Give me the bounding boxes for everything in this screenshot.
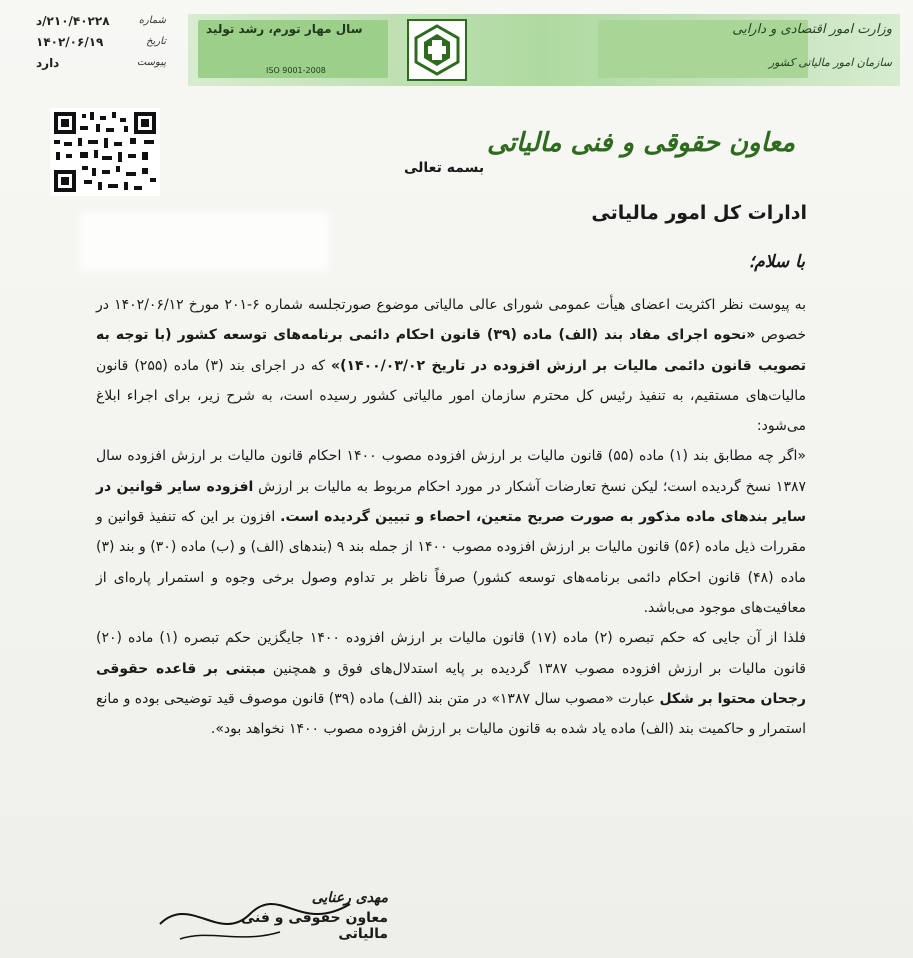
signer-block xyxy=(188,890,388,942)
paragraph-3 xyxy=(96,623,806,744)
p1-subject: «نحوه اجرای مفاد بند (الف) ماده (۳۹) قانون احکام دائمی برنامه‌های توسعه کشور (با توجه به تصویب قانون دائمی مالیات بر ارزش افزوده در تاریخ ۱۴۰۰/۰۳/۰۲)» xyxy=(96,327,807,374)
deputy-title: معاون حقوقی و فنی مالیاتی xyxy=(487,128,795,158)
paragraph-2 xyxy=(96,441,806,623)
ministry-name: وزارت امور اقتصادی و دارایی xyxy=(732,22,892,37)
p3-text-a: فلذا از آن جایی که حکم تبصره (۲) ماده (۱۷) قانون مالیات بر ارزش افزوده ۱۴۰۰ جایگزین حکم تبصره (۱) ماده (۲۰) قانون مالیات بر ارزش افزوده مصوب ۱۳۸۷ گردیده بر پایه استدلال‌های فوق و همچنین xyxy=(96,630,806,677)
redacted-area xyxy=(80,212,330,272)
attachment-label: پیوست xyxy=(136,57,166,68)
iso-certification: ISO 9001-2008 xyxy=(266,66,326,75)
attachment-value: دارد xyxy=(36,55,60,70)
tax-organization-emblem-icon xyxy=(406,18,468,82)
p1-text-c: که در اجرای بند (۳) ماده (۲۵۵) قانون مالیات‌های مستقیم، به تنفیذ رئیس کل محترم سازمان امور مالیاتی کشور رسیده است، به شرح زیر، برای اجراء ابلاغ می‌شود: xyxy=(96,357,806,435)
number-label: شماره xyxy=(138,15,166,26)
date-label: تاریخ xyxy=(146,36,166,47)
signer-name: مهدی رعنایی xyxy=(311,890,388,906)
qr-code-icon xyxy=(50,108,160,196)
date-row xyxy=(36,31,166,52)
letter-body xyxy=(96,290,806,744)
signer-role: معاون حقوقی و فنی مالیاتی xyxy=(240,910,388,942)
p2-text-a: «اگر چه مطابق بند (۱) ماده (۵۵) قانون مالیات بر ارزش افزوده مصوب ۱۴۰۰ احکام قانون مالیات بر ارزش افزوده سال ۱۳۸۷ نسخ گردیده است؛ لیکن نسخ تعارضات آشکار در مورد احکام مربوط به مالیات بر ارزش xyxy=(96,448,806,495)
letter-date: ۱۴۰۲/۰۶/۱۹ xyxy=(36,34,104,49)
p3-emphasis: مبتنی بر قاعده حقوقی رجحان محتوا بر شکل xyxy=(96,660,806,707)
organization-name: سازمان امور مالیاتی کشور xyxy=(768,56,892,69)
year-slogan: سال مهار تورم، رشد تولید xyxy=(206,22,363,36)
number-row xyxy=(36,10,166,31)
p3-text-c: عبارت «مصوب سال ۱۳۸۷» در متن بند (الف) ماده (۳۹) قانون موصوف قید توضیحی بوده و مانع استمرار و حاکمیت بند (الف) ماده یاد شده به قانون مالیات بر ارزش افزوده مصوب ۱۴۰۰ نخواهد بود». xyxy=(96,690,806,738)
letter-meta xyxy=(36,10,166,73)
p1-text-a: به پیوست نظر اکثریت اعضای هیأت عمومی شورای عالی مالیاتی موضوع صورتجلسه شماره ۶-۲۰۱ مورخ ۱۴۰۲/۰۶/۱۲ در خصوص xyxy=(96,297,807,344)
paragraph-1 xyxy=(96,290,806,441)
p2-text-c: افزون بر این که تنفیذ قوانین و مقررات ذیل ماده (۵۶) قانون مالیات بر ارزش افزوده مصوب ۱۴۰۰ از جمله بند ۹ (بندهای (الف) و (ب) ماده (۳۰) و بند (۳) ماده (۴۸) قانون احکام دائمی برنامه‌های توسعه کشور) صرفاً ناظر بر تداوم وصول برخی وجوه و استمرار پاره‌ای از معافیت‌های موجود می‌باشد. xyxy=(96,509,806,616)
greeting: با سلام؛ xyxy=(748,252,805,272)
letter-number: ۲۱۰/۴۰۲۲۸/د xyxy=(36,13,110,28)
header-banner xyxy=(188,14,900,86)
basmala: بسمه تعالی xyxy=(404,160,485,176)
p2-emphasis: افزوده سایر قوانین در سایر بندهای ماده مذکور به صورت صریح متعین، احصاء و تبیین گردیده است. xyxy=(96,478,806,526)
attachment-row xyxy=(36,52,166,73)
recipient: ادارات کل امور مالیاتی xyxy=(591,202,807,224)
